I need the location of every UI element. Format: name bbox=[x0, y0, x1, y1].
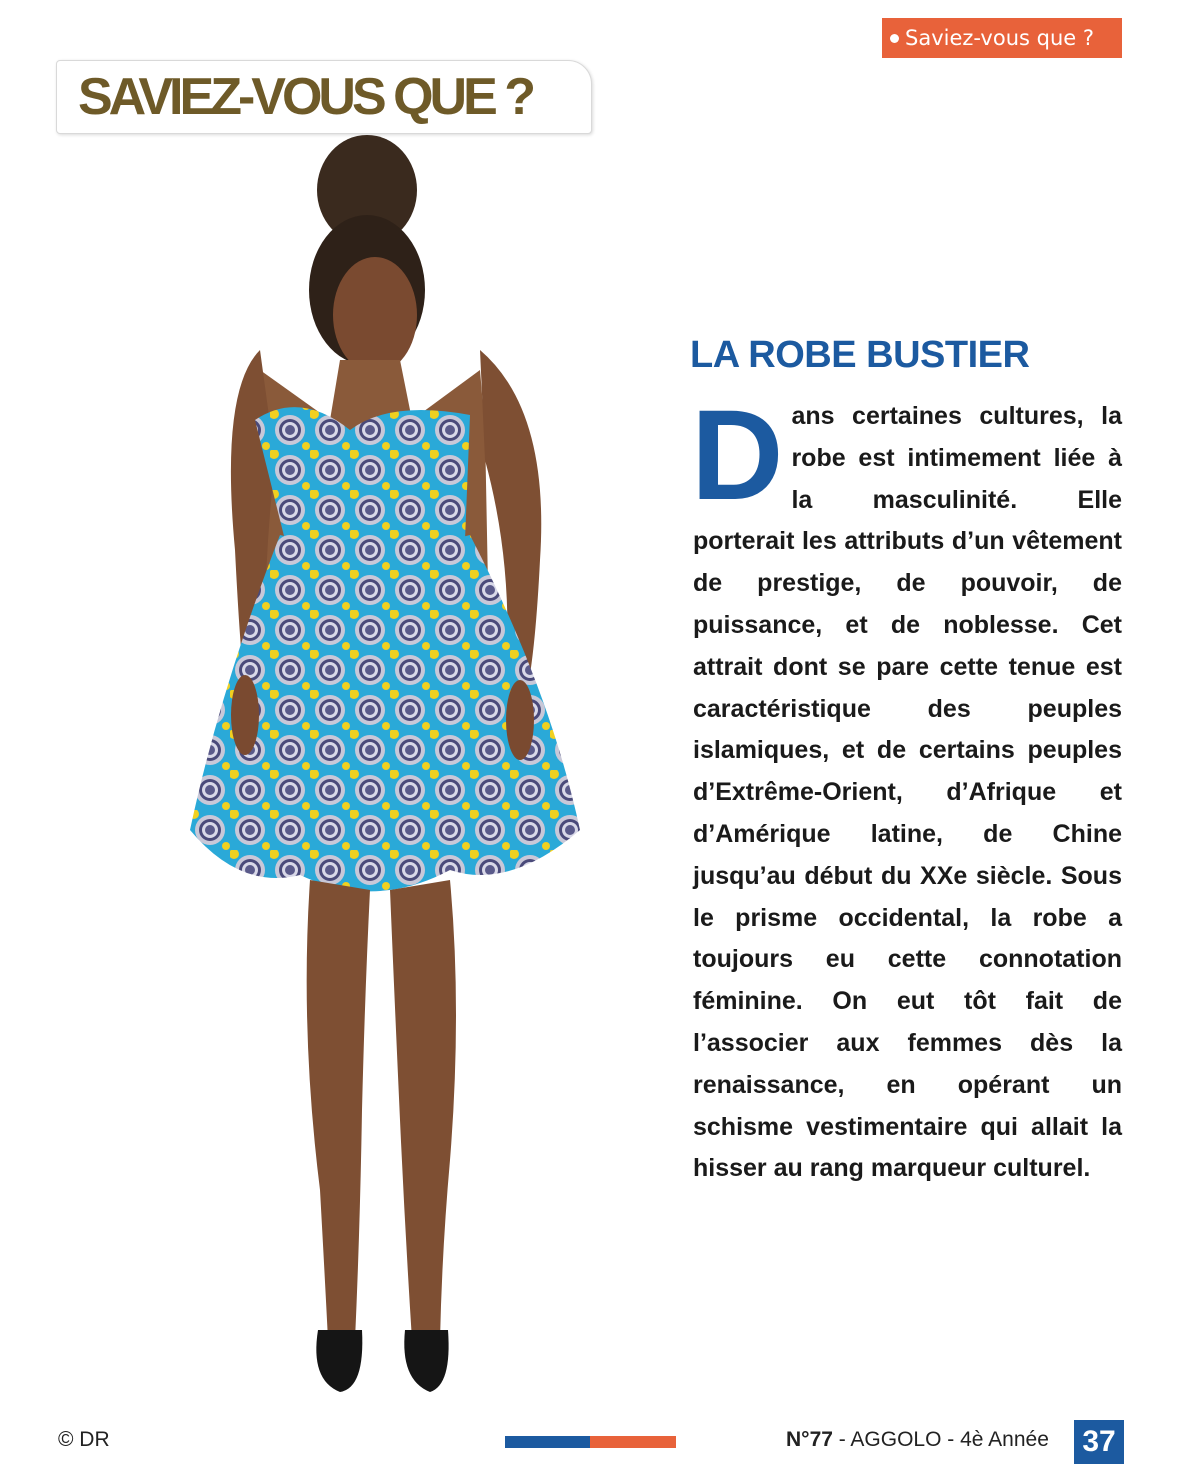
footer-bar-orange bbox=[590, 1436, 676, 1448]
issue-number: N°77 bbox=[786, 1428, 833, 1451]
section-tag-label: Saviez-vous que ? bbox=[905, 26, 1094, 50]
article-title: LA ROBE BUSTIER bbox=[690, 334, 1030, 376]
footer-bar-blue bbox=[505, 1436, 590, 1448]
issue-info bbox=[786, 1428, 1049, 1452]
photo-credit: © DR bbox=[58, 1428, 110, 1451]
issue-details: - AGGOLO - 4è Année bbox=[832, 1428, 1049, 1451]
page-heading: SAVIEZ-VOUS QUE ? bbox=[78, 68, 532, 126]
page-number: 37 bbox=[1074, 1420, 1124, 1464]
fashion-photo bbox=[150, 130, 650, 1400]
article-text: ans certaines cultures, la robe est intimement liée à la masculinité. Elle porterait les attributs d’un vêtement de prestige, de pouvoir, de puissance, et de noblesse. Cet attrait dont se pare cette tenue est caractéristique des peuples islamiques, et de certains peuples d’Extrême-Orient, d’Afrique et d’Amérique latine, de Chine jusqu’au début du XXe siècle. Sous le prisme occidental, la robe a toujours eu cette connotation féminine. On eut tôt fait de l’associer aux femmes dès la renaissance, en opérant un schisme vestimentaire qui allait la hisser au rang marqueur culturel. bbox=[693, 402, 1122, 1183]
section-tag bbox=[882, 18, 1122, 58]
bullet-icon bbox=[890, 34, 899, 43]
article-body bbox=[691, 384, 1122, 1190]
drop-cap: D bbox=[691, 384, 784, 527]
